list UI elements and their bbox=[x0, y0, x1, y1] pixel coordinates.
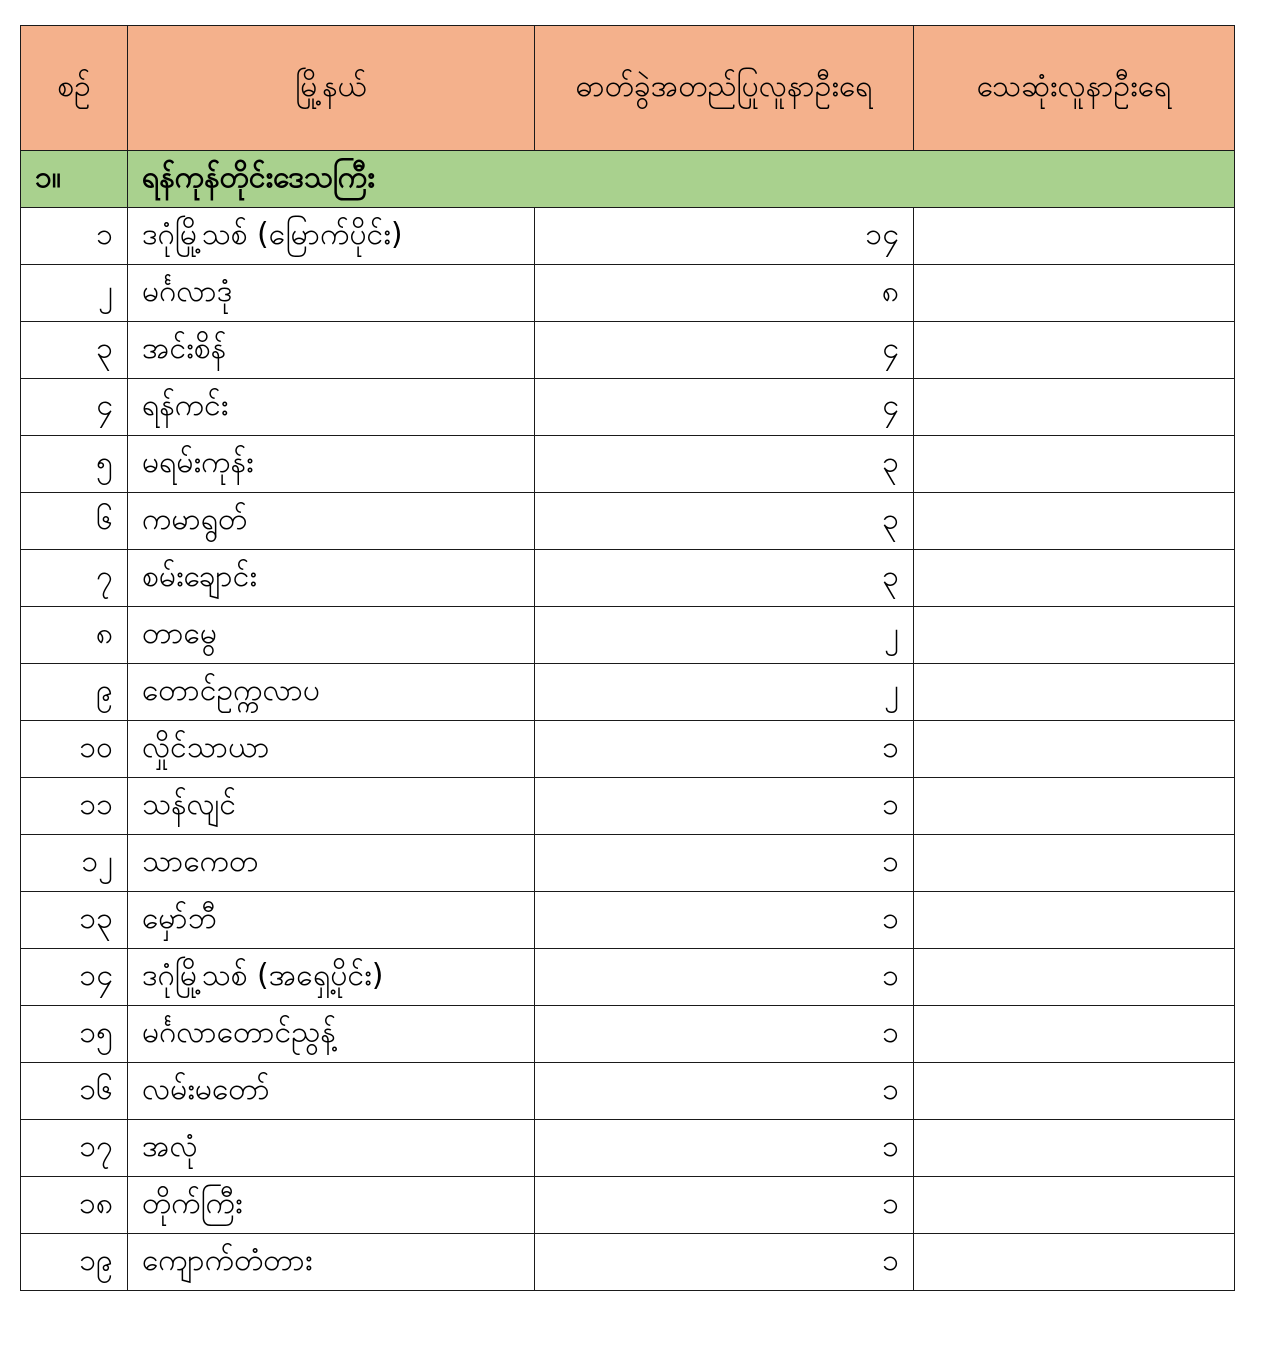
header-deceased-patients: သေဆုံးလူနာဦးရေ bbox=[914, 26, 1235, 151]
row-confirmed-count: ၃ bbox=[535, 550, 914, 607]
row-confirmed-count: ၁ bbox=[535, 1234, 914, 1291]
row-death-count bbox=[914, 493, 1235, 550]
row-confirmed-count: ၁ bbox=[535, 949, 914, 1006]
row-serial-number: ၁၄ bbox=[21, 949, 128, 1006]
row-serial-number: ၁၅ bbox=[21, 1006, 128, 1063]
row-township-name: အလုံ bbox=[128, 1120, 535, 1177]
table-row bbox=[21, 208, 1235, 265]
row-death-count bbox=[914, 721, 1235, 778]
row-serial-number: ၁၂ bbox=[21, 835, 128, 892]
row-serial-number: ၄ bbox=[21, 379, 128, 436]
row-confirmed-count: ၃ bbox=[535, 493, 914, 550]
township-cases-table bbox=[20, 25, 1235, 1291]
row-confirmed-count: ၁ bbox=[535, 721, 914, 778]
row-serial-number: ၁၁ bbox=[21, 778, 128, 835]
row-township-name: သာကေတ bbox=[128, 835, 535, 892]
row-serial-number: ၁၀ bbox=[21, 721, 128, 778]
header-township: မြို့နယ် bbox=[128, 26, 535, 151]
row-death-count bbox=[914, 550, 1235, 607]
row-confirmed-count: ၄ bbox=[535, 322, 914, 379]
row-death-count bbox=[914, 208, 1235, 265]
row-serial-number: ၁၃ bbox=[21, 892, 128, 949]
row-death-count bbox=[914, 778, 1235, 835]
table-header bbox=[21, 26, 1235, 151]
table-row bbox=[21, 265, 1235, 322]
table-row bbox=[21, 721, 1235, 778]
row-township-name: မင်္ဂလာတောင်ညွန့် bbox=[128, 1006, 535, 1063]
row-death-count bbox=[914, 1177, 1235, 1234]
row-township-name: လှိုင်သာယာ bbox=[128, 721, 535, 778]
row-township-name: မရမ်းကုန်း bbox=[128, 436, 535, 493]
table-row bbox=[21, 778, 1235, 835]
row-confirmed-count: ၁ bbox=[535, 1177, 914, 1234]
row-confirmed-count: ၃ bbox=[535, 436, 914, 493]
row-serial-number: ၂ bbox=[21, 265, 128, 322]
row-death-count bbox=[914, 1063, 1235, 1120]
row-confirmed-count: ၁ bbox=[535, 1120, 914, 1177]
row-serial-number: ၇ bbox=[21, 550, 128, 607]
row-township-name: သန်လျင် bbox=[128, 778, 535, 835]
table-row bbox=[21, 1006, 1235, 1063]
row-serial-number: ၁၈ bbox=[21, 1177, 128, 1234]
header-confirmed-patients: ဓာတ်ခွဲအတည်ပြုလူနာဦးရေ bbox=[535, 26, 914, 151]
row-death-count bbox=[914, 607, 1235, 664]
table-row bbox=[21, 322, 1235, 379]
row-serial-number: ၅ bbox=[21, 436, 128, 493]
row-serial-number: ၁၉ bbox=[21, 1234, 128, 1291]
row-confirmed-count: ၄ bbox=[535, 379, 914, 436]
row-death-count bbox=[914, 892, 1235, 949]
row-township-name: တာမွေ bbox=[128, 607, 535, 664]
row-death-count bbox=[914, 436, 1235, 493]
section-number: ၁။ bbox=[21, 151, 128, 208]
row-confirmed-count: ၂ bbox=[535, 664, 914, 721]
row-township-name: တိုက်ကြီး bbox=[128, 1177, 535, 1234]
row-serial-number: ၁ bbox=[21, 208, 128, 265]
header-row bbox=[21, 26, 1235, 151]
table-row bbox=[21, 664, 1235, 721]
row-confirmed-count: ၁ bbox=[535, 835, 914, 892]
row-death-count bbox=[914, 835, 1235, 892]
row-confirmed-count: ၁ bbox=[535, 1006, 914, 1063]
header-serial-number: စဉ် bbox=[21, 26, 128, 151]
table-row bbox=[21, 607, 1235, 664]
row-confirmed-count: ၁၄ bbox=[535, 208, 914, 265]
row-township-name: ဒဂုံမြို့သစ် (မြောက်ပိုင်း) bbox=[128, 208, 535, 265]
table-row bbox=[21, 1177, 1235, 1234]
row-death-count bbox=[914, 1006, 1235, 1063]
row-confirmed-count: ၁ bbox=[535, 778, 914, 835]
table-row bbox=[21, 436, 1235, 493]
row-serial-number: ၆ bbox=[21, 493, 128, 550]
row-death-count bbox=[914, 322, 1235, 379]
row-death-count bbox=[914, 1234, 1235, 1291]
row-township-name: လမ်းမတော် bbox=[128, 1063, 535, 1120]
row-serial-number: ၁၇ bbox=[21, 1120, 128, 1177]
table-row bbox=[21, 835, 1235, 892]
row-death-count bbox=[914, 265, 1235, 322]
section-row-region bbox=[21, 151, 1235, 208]
row-death-count bbox=[914, 664, 1235, 721]
row-township-name: ကမာရွတ် bbox=[128, 493, 535, 550]
row-serial-number: ၉ bbox=[21, 664, 128, 721]
row-confirmed-count: ၁ bbox=[535, 892, 914, 949]
table-row bbox=[21, 892, 1235, 949]
table-row bbox=[21, 1120, 1235, 1177]
row-serial-number: ၁၆ bbox=[21, 1063, 128, 1120]
table-row bbox=[21, 1234, 1235, 1291]
row-township-name: ကျောက်တံတား bbox=[128, 1234, 535, 1291]
row-confirmed-count: ၂ bbox=[535, 607, 914, 664]
row-confirmed-count: ၈ bbox=[535, 265, 914, 322]
row-township-name: တောင်ဥက္ကလာပ bbox=[128, 664, 535, 721]
row-confirmed-count: ၁ bbox=[535, 1063, 914, 1120]
table-row bbox=[21, 493, 1235, 550]
row-death-count bbox=[914, 949, 1235, 1006]
table-row bbox=[21, 379, 1235, 436]
table-body bbox=[21, 151, 1235, 1291]
row-township-name: မှော်ဘီ bbox=[128, 892, 535, 949]
table-row bbox=[21, 550, 1235, 607]
section-region-name: ရန်ကုန်တိုင်းဒေသကြီး bbox=[128, 151, 1235, 208]
document-page bbox=[20, 25, 1234, 1291]
row-township-name: စမ်းချောင်း bbox=[128, 550, 535, 607]
row-death-count bbox=[914, 1120, 1235, 1177]
row-township-name: ရန်ကင်း bbox=[128, 379, 535, 436]
row-township-name: ဒဂုံမြို့သစ် (အရှေ့ပိုင်း) bbox=[128, 949, 535, 1006]
row-death-count bbox=[914, 379, 1235, 436]
row-serial-number: ၃ bbox=[21, 322, 128, 379]
row-serial-number: ၈ bbox=[21, 607, 128, 664]
table-row bbox=[21, 949, 1235, 1006]
table-row bbox=[21, 1063, 1235, 1120]
row-township-name: မင်္ဂလာဒုံ bbox=[128, 265, 535, 322]
row-township-name: အင်းစိန် bbox=[128, 322, 535, 379]
